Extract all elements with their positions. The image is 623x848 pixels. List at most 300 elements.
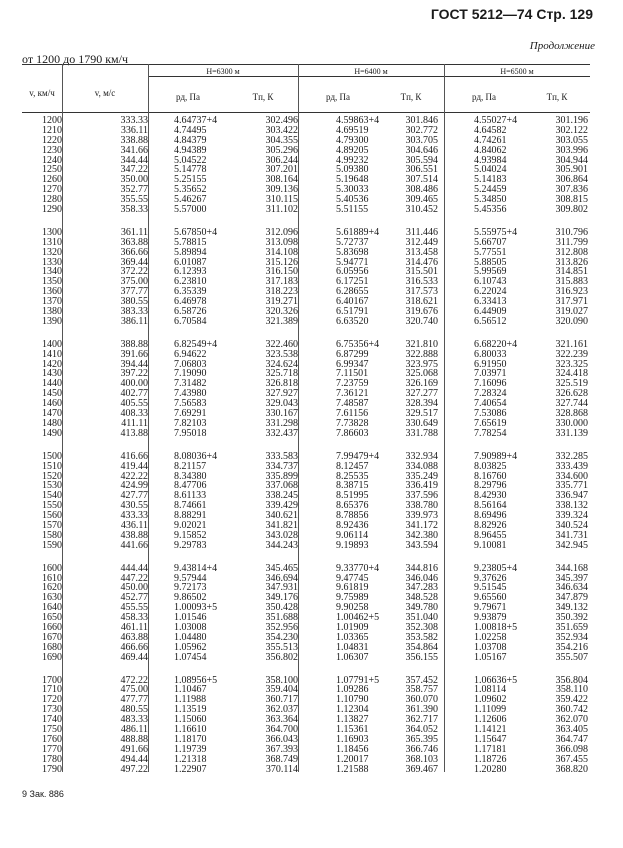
- table-cell: 7.99479+4: [336, 450, 380, 462]
- row-group: [22, 228, 590, 327]
- row-group: [22, 452, 590, 551]
- table-cell: 1250: [42, 164, 62, 176]
- table-cell: 4.94389: [174, 144, 207, 156]
- table-cell: 358.757: [405, 684, 438, 696]
- table-cell: 314.851: [555, 266, 588, 278]
- table-cell: 8.12457: [336, 460, 369, 472]
- table-cell: 1730: [42, 704, 62, 716]
- table-cell: 7.65619: [474, 417, 507, 429]
- table-cell: 6.91950: [474, 358, 507, 370]
- table-cell: 486.11: [120, 723, 148, 735]
- table-cell: 6.01087: [174, 256, 207, 268]
- table-cell: 4.93984: [474, 154, 507, 166]
- table-cell: 1630: [42, 592, 62, 604]
- table-cell: 455.55: [120, 602, 148, 614]
- table-cell: 320.326: [265, 306, 298, 318]
- table-cell: 6.70584: [174, 315, 207, 327]
- table-cell: 1390: [42, 315, 62, 327]
- table-cell: 369.44: [120, 256, 148, 268]
- table-cell: 1290: [42, 204, 62, 216]
- table-cell: 1.01909: [336, 621, 369, 633]
- table-cell: 1.18456: [336, 743, 369, 755]
- table-cell: 8.69496: [474, 510, 507, 522]
- table-cell: 358.100: [265, 674, 298, 686]
- table-cell: 340.621: [265, 510, 298, 522]
- table-cell: 8.38715: [336, 480, 369, 492]
- table-cell: 302.122: [555, 124, 588, 136]
- table-head-rule: [22, 112, 590, 113]
- table-cell: 5.89894: [174, 246, 207, 258]
- table-cell: 345.397: [555, 572, 588, 584]
- table-cell: 1.20280: [474, 763, 507, 775]
- table-cell: 1320: [42, 246, 62, 258]
- table-cell: 9.19893: [336, 539, 369, 551]
- table-cell: 335.249: [405, 470, 438, 482]
- table-cell: 383.33: [120, 306, 148, 318]
- table-cell: 444.44: [120, 562, 148, 574]
- table-cell: 1500: [42, 450, 62, 462]
- col-header-v-kmh: v, км/ч: [29, 88, 55, 98]
- table-cell: 424.99: [120, 480, 148, 492]
- table-cell: 363.88: [120, 236, 148, 248]
- table-cell: 397.22: [120, 368, 148, 380]
- table-cell: 8.51995: [336, 490, 369, 502]
- table-cell: 325.068: [405, 368, 438, 380]
- table-cell: 8.34380: [174, 470, 207, 482]
- table-cell: 1.04831: [336, 641, 369, 653]
- col-header-pd: pд, Па: [325, 92, 351, 102]
- table-cell: 8.88291: [174, 510, 207, 522]
- table-cell: 6.82549+4: [174, 338, 218, 350]
- table-cell: 8.08036+4: [174, 450, 218, 462]
- table-cell: 5.40536: [336, 194, 369, 206]
- table-cell: 1260: [42, 174, 62, 186]
- table-cell: 1210: [42, 124, 62, 136]
- table-cell: 1760: [42, 733, 62, 745]
- table-cell: 5.14183: [474, 174, 507, 186]
- table-cell: 7.48587: [336, 398, 369, 410]
- table-cell: 366.66: [120, 246, 148, 258]
- table-cell: 1720: [42, 694, 62, 706]
- table-cell: 9.33770+4: [336, 562, 380, 574]
- table-cell: 1620: [42, 582, 62, 594]
- table-cell: 332.934: [405, 450, 438, 462]
- table-cell: 1.10790: [336, 694, 369, 706]
- table-cell: 355.507: [555, 651, 588, 663]
- table-cell: 7.78254: [474, 427, 507, 439]
- table-cell: 6.80033: [474, 348, 507, 360]
- table-cell: 7.95018: [174, 427, 207, 439]
- table-cell: 361.390: [405, 704, 438, 716]
- table-cell: 5.55975+4: [474, 226, 518, 238]
- table-cell: 310.452: [405, 204, 438, 216]
- table-cell: 7.31482: [174, 378, 207, 390]
- table-cell: 322.888: [405, 348, 438, 360]
- table-cell: 8.92436: [336, 519, 369, 531]
- table-cell: 352.77: [120, 184, 148, 196]
- table-cell: 4.64582: [474, 124, 507, 136]
- table-cell: 4.59863+4: [336, 115, 380, 126]
- table-cell: 306.244: [265, 154, 298, 166]
- table-cell: 8.21157: [174, 460, 207, 472]
- table-cell: 9.51545: [474, 582, 507, 594]
- table-cell: 422.22: [120, 470, 148, 482]
- table-cell: 1.17181: [474, 743, 507, 755]
- table-cell: 5.67850+4: [174, 226, 218, 238]
- col-header-h1: H=6300 м: [206, 67, 240, 76]
- table-cell: 328.394: [405, 398, 438, 410]
- table-cell: 343.028: [265, 529, 298, 541]
- table-cell: 1230: [42, 144, 62, 156]
- table-cell: 351.040: [405, 612, 438, 624]
- table-cell: 5.09380: [336, 164, 369, 176]
- table-cell: 9.23805+4: [474, 562, 518, 574]
- table-cell: 333.439: [555, 460, 588, 472]
- table-cell: 1.03365: [336, 631, 369, 643]
- table-cell: 9.43814+4: [174, 562, 218, 574]
- table-cell: 1710: [42, 684, 62, 696]
- table-cell: 302.772: [405, 124, 438, 136]
- col-header-t: Tп, К: [546, 92, 568, 102]
- table-cell: 333.583: [265, 450, 298, 462]
- table-cell: 1740: [42, 714, 62, 726]
- table-cell: 5.34850: [474, 194, 507, 206]
- table-cell: 354.216: [555, 641, 588, 653]
- table-cell: 5.04024: [474, 164, 507, 176]
- table-cell: 323.538: [265, 348, 298, 360]
- table-cell: 362.717: [405, 714, 438, 726]
- table-cell: 1670: [42, 631, 62, 643]
- table-row: [22, 653, 590, 663]
- table-cell: 6.35339: [174, 286, 207, 298]
- table-cell: 1600: [42, 562, 62, 574]
- table-cell: 6.51791: [336, 306, 369, 318]
- table-cell: 1520: [42, 470, 62, 482]
- table-cell: 320.090: [555, 315, 588, 327]
- table-cell: 7.56583: [174, 398, 207, 410]
- table-cell: 1690: [42, 651, 62, 663]
- table-cell: 391.66: [120, 348, 148, 360]
- table-cell: 341.172: [405, 519, 438, 531]
- table-cell: 8.61133: [174, 490, 207, 502]
- table-cell: 352.934: [555, 631, 588, 643]
- table-cell: 497.22: [120, 763, 148, 775]
- table-cell: 364.700: [265, 723, 298, 735]
- table-cell: 344.816: [405, 562, 438, 574]
- table-cell: 405.55: [120, 398, 148, 410]
- continuation-label: Продолжение: [529, 40, 595, 52]
- table-cell: 438.88: [120, 529, 148, 541]
- table-cell: 346.046: [405, 572, 438, 584]
- table-cell: 307.514: [405, 174, 438, 186]
- table-cell: 7.53086: [474, 408, 507, 420]
- table-cell: 447.22: [120, 572, 148, 584]
- table-cell: 368.103: [405, 753, 438, 765]
- table-cell: 347.931: [265, 582, 298, 594]
- table-cell: 5.25155: [174, 174, 207, 186]
- col-header-pd: pд, Па: [471, 92, 497, 102]
- table-cell: 355.513: [265, 641, 298, 653]
- table-cell: 6.23810: [174, 276, 207, 288]
- table-cell: 330.167: [265, 408, 298, 420]
- table-cell: 354.230: [265, 631, 298, 643]
- table-cell: 1490: [42, 427, 62, 439]
- table-cell: 475.00: [120, 684, 148, 696]
- table-cell: 413.88: [120, 427, 148, 439]
- table-cell: 1.21588: [336, 763, 369, 775]
- table-cell: 330.000: [555, 417, 588, 429]
- table-cell: 309.465: [405, 194, 438, 206]
- table-cell: 319.027: [555, 306, 588, 318]
- table-cell: 360.070: [405, 694, 438, 706]
- table-cell: 1330: [42, 256, 62, 268]
- table-cell: 5.99569: [474, 266, 507, 278]
- table-cell: 349.780: [405, 602, 438, 614]
- table-cell: 1450: [42, 388, 62, 400]
- table-cell: 302.496: [265, 115, 298, 126]
- table-cell: 325.718: [265, 368, 298, 380]
- table-cell: 1.15060: [174, 714, 207, 726]
- table-cell: 338.780: [405, 500, 438, 512]
- table-cell: 350.428: [265, 602, 298, 614]
- table-cell: 339.973: [405, 510, 438, 522]
- table-cell: 356.802: [265, 651, 298, 663]
- col-header-v-ms: v, м/с: [94, 88, 116, 98]
- table-cell: 6.33413: [474, 296, 507, 308]
- table-cell: 326.628: [555, 388, 588, 400]
- table-cell: 325.519: [555, 378, 588, 390]
- table-cell: 6.99347: [336, 358, 369, 370]
- table-cell: 310.115: [265, 194, 298, 206]
- table-cell: 9.86502: [174, 592, 207, 604]
- table-cell: 1540: [42, 490, 62, 502]
- table-cell: 4.79300: [336, 134, 369, 146]
- table-cell: 1200: [42, 115, 62, 126]
- table-cell: 4.74261: [474, 134, 507, 146]
- table-cell: 1350: [42, 276, 62, 288]
- table-cell: 363.405: [555, 723, 588, 735]
- table-cell: 312.449: [405, 236, 438, 248]
- table-cell: 367.393: [265, 743, 298, 755]
- table-cell: 330.649: [405, 417, 438, 429]
- table-cell: 9.61819: [336, 582, 369, 594]
- table-cell: 1.10467: [174, 684, 207, 696]
- table-cell: 9.90258: [336, 602, 369, 614]
- table-cell: 366.043: [265, 733, 298, 745]
- table-cell: 317.183: [265, 276, 298, 288]
- table-cell: 350.00: [120, 174, 148, 186]
- table-cell: 353.582: [405, 631, 438, 643]
- table-cell: 1.15647: [474, 733, 507, 745]
- table-cell: 1.11988: [174, 694, 207, 706]
- table-cell: 347.283: [405, 582, 438, 594]
- table-cell: 348.528: [405, 592, 438, 604]
- table-cell: 9.93879: [474, 612, 507, 624]
- table-cell: 307.836: [555, 184, 588, 196]
- table-cell: 1.02258: [474, 631, 507, 643]
- table-cell: 452.77: [120, 592, 148, 604]
- table-cell: 351.688: [265, 612, 298, 624]
- table-cell: 386.11: [120, 315, 148, 327]
- table-cell: 1370: [42, 296, 62, 308]
- table-cell: 1.06307: [336, 651, 369, 663]
- table-cell: 312.808: [555, 246, 588, 258]
- table-cell: 5.77551: [474, 246, 507, 258]
- table-cell: 4.99232: [336, 154, 369, 166]
- table-cell: 1.06636+5: [474, 674, 518, 686]
- table-cell: 8.82926: [474, 519, 507, 531]
- table-cell: 5.45356: [474, 204, 507, 216]
- table-cell: 303.705: [405, 134, 438, 146]
- table-cell: 427.77: [120, 490, 148, 502]
- table-cell: 366.746: [405, 743, 438, 755]
- table-cell: 1.00462+5: [336, 612, 380, 624]
- table-cell: 334.737: [265, 460, 298, 472]
- table-mid-rule: [148, 76, 590, 77]
- table-cell: 1750: [42, 723, 62, 735]
- table-cell: 6.87299: [336, 348, 369, 360]
- table-cell: 8.29796: [474, 480, 507, 492]
- table-cell: 318.621: [405, 296, 438, 308]
- table-cell: 305.296: [265, 144, 298, 156]
- table-cell: 303.996: [555, 144, 588, 156]
- table-cell: 461.11: [120, 621, 148, 633]
- table-cell: 315.126: [265, 256, 298, 268]
- table-cell: 323.975: [405, 358, 438, 370]
- table-cell: 6.12393: [174, 266, 207, 278]
- table-cell: 7.36121: [336, 388, 369, 400]
- table-cell: 1.15361: [336, 723, 369, 735]
- col-header-t: Tп, К: [400, 92, 422, 102]
- table-cell: 342.380: [405, 529, 438, 541]
- table-cell: 366.098: [555, 743, 588, 755]
- table-cell: 1770: [42, 743, 62, 755]
- table-cell: 480.55: [120, 704, 148, 716]
- table-cell: 4.89205: [336, 144, 369, 156]
- table-cell: 315.883: [555, 276, 588, 288]
- table-cell: 458.33: [120, 612, 148, 624]
- table-cell: 6.75356+4: [336, 338, 380, 350]
- table-cell: 5.61889+4: [336, 226, 380, 238]
- table-cell: 327.927: [265, 388, 298, 400]
- table-cell: 327.744: [555, 398, 588, 410]
- table-cell: 5.72737: [336, 236, 369, 248]
- table-cell: 9.29783: [174, 539, 207, 551]
- table-cell: 6.05956: [336, 266, 369, 278]
- table-cell: 309.136: [265, 184, 298, 196]
- table-cell: 7.69291: [174, 408, 207, 420]
- table-cell: 9.65560: [474, 592, 507, 604]
- table-cell: 304.646: [405, 144, 438, 156]
- table-cell: 306.864: [555, 174, 588, 186]
- table-cell: 333.33: [120, 115, 148, 126]
- table-cell: 416.66: [120, 450, 148, 462]
- table-cell: 7.40654: [474, 398, 507, 410]
- table-cell: 320.740: [405, 315, 438, 327]
- table-cell: 356.155: [405, 651, 438, 663]
- table-row: [22, 317, 590, 327]
- table-cell: 362.037: [265, 704, 298, 716]
- table-cell: 1680: [42, 641, 62, 653]
- table-cell: 7.19090: [174, 368, 207, 380]
- table-cell: 326.169: [405, 378, 438, 390]
- table-cell: 1270: [42, 184, 62, 196]
- page-footer: 9 Зак. 886: [22, 789, 64, 799]
- table-cell: 318.223: [265, 286, 298, 298]
- table-cell: 5.24459: [474, 184, 507, 196]
- table-cell: 304.355: [265, 134, 298, 146]
- table-cell: 9.79671: [474, 602, 507, 614]
- table-cell: 7.06803: [174, 358, 207, 370]
- table-cell: 483.33: [120, 714, 148, 726]
- table-cell: 8.03825: [474, 460, 507, 472]
- table-cell: 1.16903: [336, 733, 369, 745]
- table-cell: 1.00093+5: [174, 602, 218, 614]
- table-cell: 360.717: [265, 694, 298, 706]
- table-cell: 477.77: [120, 694, 148, 706]
- table-cell: 370.114: [265, 763, 298, 775]
- table-cell: 308.164: [265, 174, 298, 186]
- table-cell: 9.15852: [174, 529, 207, 541]
- table-cell: 316.923: [555, 286, 588, 298]
- table-cell: 315.501: [405, 266, 438, 278]
- table-cell: 1610: [42, 572, 62, 584]
- table-cell: 1480: [42, 417, 62, 429]
- table-cell: 364.052: [405, 723, 438, 735]
- table-cell: 7.86603: [336, 427, 369, 439]
- table-cell: 346.694: [265, 572, 298, 584]
- table-cell: 6.46978: [174, 296, 207, 308]
- table-cell: 357.452: [405, 674, 438, 686]
- table-cell: 433.33: [120, 510, 148, 522]
- table-cell: 5.46267: [174, 194, 207, 206]
- table-cell: 313.458: [405, 246, 438, 258]
- table-cell: 1780: [42, 753, 62, 765]
- table-cell: 332.437: [265, 427, 298, 439]
- table-top-rule: [22, 64, 590, 65]
- table-cell: 341.821: [265, 519, 298, 531]
- table-cell: 1.14121: [474, 723, 507, 735]
- table-cell: 326.818: [265, 378, 298, 390]
- table-row: [22, 541, 590, 551]
- table-cell: 1340: [42, 266, 62, 278]
- table-cell: 1650: [42, 612, 62, 624]
- table-cell: 347.879: [555, 592, 588, 604]
- table-cell: 354.864: [405, 641, 438, 653]
- table-cell: 367.455: [555, 753, 588, 765]
- table-cell: 317.971: [555, 296, 588, 308]
- table-cell: 419.44: [120, 460, 148, 472]
- table-cell: 1.12606: [474, 714, 507, 726]
- table-cell: 349.132: [555, 602, 588, 614]
- table-cell: 6.58726: [174, 306, 207, 318]
- table-cell: 9.72173: [174, 582, 207, 594]
- table-cell: 322.239: [555, 348, 588, 360]
- table-cell: 311.446: [405, 226, 438, 238]
- page-header: ГОСТ 5212—74 Стр. 129: [430, 6, 593, 22]
- table-cell: 1590: [42, 539, 62, 551]
- table-cell: 303.055: [555, 134, 588, 146]
- col-header-h2: H=6400 м: [354, 67, 388, 76]
- table-cell: 358.110: [555, 684, 588, 696]
- table-cell: 6.40167: [336, 296, 369, 308]
- table-row: [22, 429, 590, 439]
- table-cell: 372.22: [120, 266, 148, 278]
- table-cell: 5.83698: [336, 246, 369, 258]
- table-cell: 316.150: [265, 266, 298, 278]
- table-cell: 301.196: [555, 115, 588, 126]
- table-cell: 1470: [42, 408, 62, 420]
